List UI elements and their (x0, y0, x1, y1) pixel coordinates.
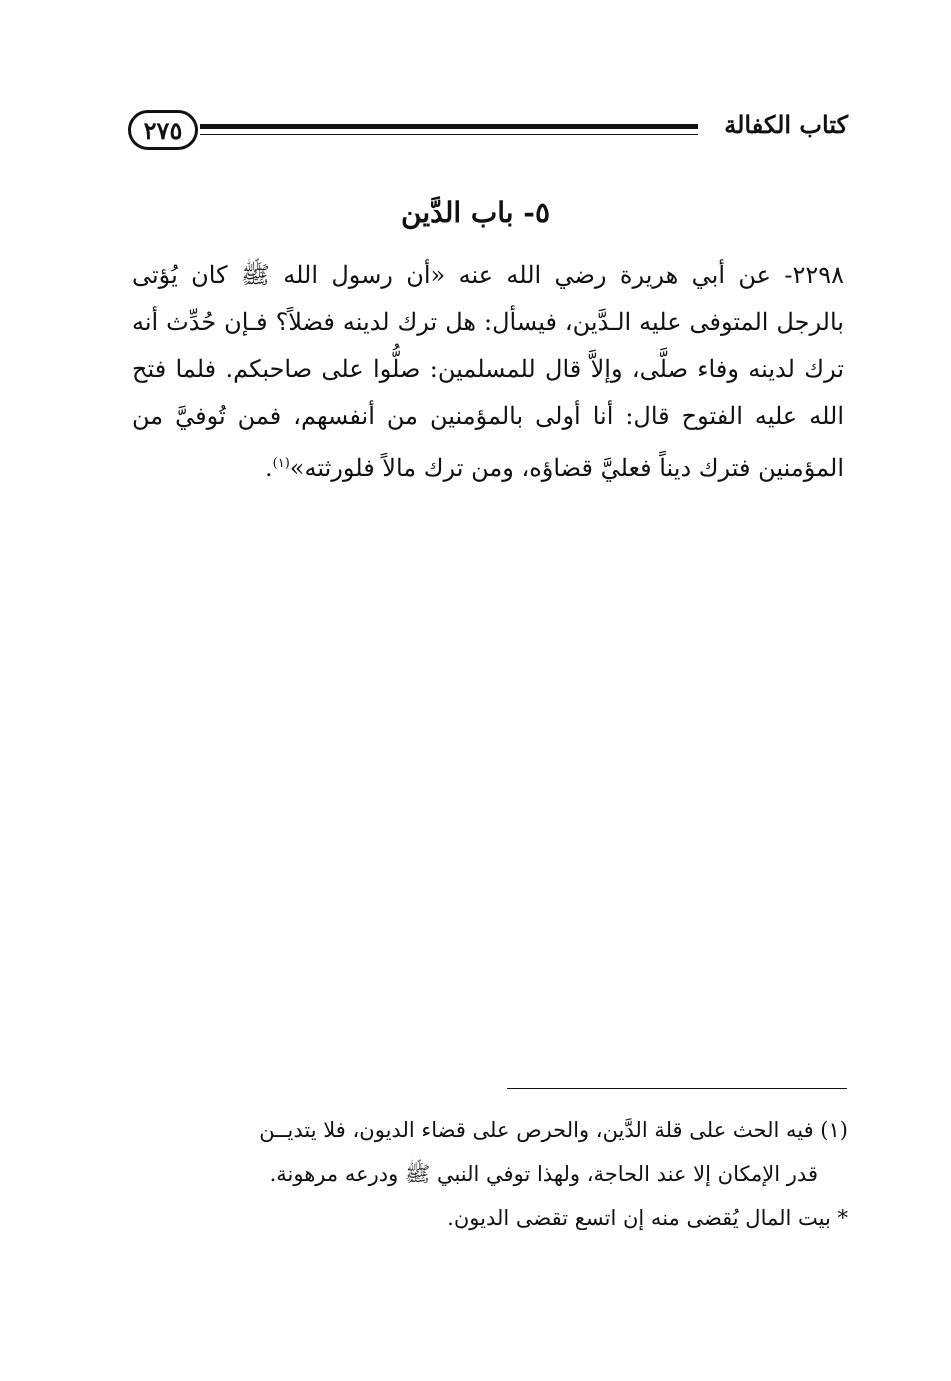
footnote-line-3: * بيت المال يُقضى منه إن اتسع تقضى الديون. (447, 1206, 848, 1230)
hadith-ending: . (265, 454, 273, 482)
footnote-separator (507, 1088, 847, 1089)
footnote-line-1: (١) فيه الحث على قلة الدَّين، والحرص على قضاء الديون، فلا يتديــن (259, 1118, 848, 1142)
footnotes (134, 1108, 848, 1240)
footnote-reference: (١) (272, 456, 290, 471)
book-title: كتاب الكفالة (724, 110, 848, 139)
chapter-heading: ٥- باب الدَّين (401, 196, 550, 229)
hadith-number: ٢٢٩٨- (784, 261, 844, 289)
hadith-text: عن أبي هريرة رضي الله عنه «أن رسول الله ﷺ كان يُؤتى بالرجل المتوفى عليه الـدَّين، فيسأل: هل ترك لدينه فضلاً؟ فـإن حُدِّث أنه ترك لدينه وفاء صلَّى، وإلاَّ قال للمسلمين: صلُّوا على صاحبكم. فلما فتح الله عليه الفتوح قال: أنا أولى بالمؤمنين من أنفسهم، فمن تُوفيَّ من المؤمنين فترك ديناً فعليَّ قضاؤه، ومن ترك مالاً فلورثته» (132, 261, 845, 482)
footnote-line-2: قدر الإمكان إلا عند الحاجة، ولهذا توفي النبي ﷺ ودرعه مرهونة. (269, 1162, 818, 1186)
page-header (128, 106, 848, 158)
hadith-paragraph (132, 252, 844, 492)
page-number: ٢٧٥ (128, 110, 198, 150)
header-rule (200, 124, 698, 129)
header-rule-thin (200, 134, 698, 135)
